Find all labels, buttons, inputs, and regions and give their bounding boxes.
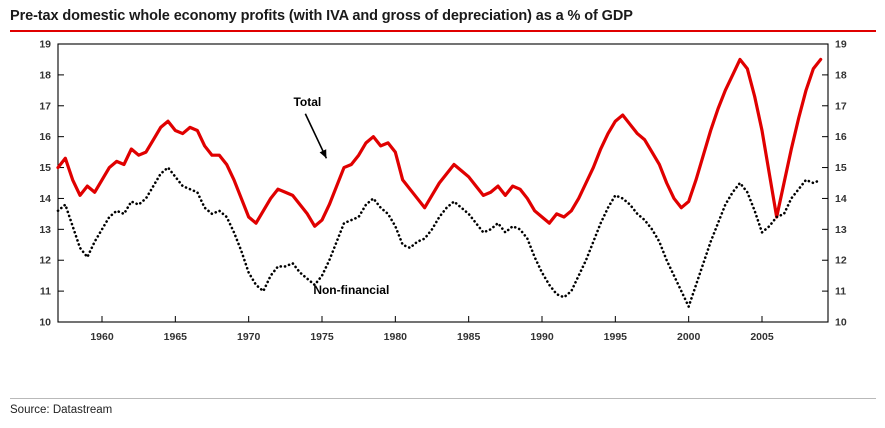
svg-text:16: 16 — [39, 131, 51, 144]
svg-text:11: 11 — [835, 285, 847, 298]
svg-text:1960: 1960 — [90, 331, 114, 343]
profits-line-chart — [10, 38, 876, 378]
svg-text:16: 16 — [835, 131, 847, 144]
page-title: Pre-tax domestic whole economy profits (with IVA and gross of depreciation) as a % of GDP — [10, 8, 633, 24]
svg-text:18: 18 — [39, 69, 51, 82]
svg-text:11: 11 — [39, 285, 51, 298]
svg-text:19: 19 — [39, 38, 51, 51]
svg-text:1980: 1980 — [383, 331, 408, 343]
svg-text:14: 14 — [39, 192, 51, 205]
annotation-nonfinancial: Non-financial — [313, 283, 390, 298]
svg-text:1995: 1995 — [603, 331, 628, 343]
svg-text:15: 15 — [39, 162, 51, 175]
annotation-total: Total — [293, 94, 322, 109]
svg-text:1985: 1985 — [456, 331, 481, 343]
source-note: Source: Datastream — [10, 404, 113, 416]
svg-text:12: 12 — [835, 254, 847, 267]
svg-text:18: 18 — [835, 69, 847, 82]
svg-text:14: 14 — [835, 192, 847, 205]
svg-text:13: 13 — [835, 223, 847, 236]
svg-text:13: 13 — [39, 223, 51, 236]
source-divider — [10, 398, 876, 399]
svg-text:17: 17 — [835, 100, 847, 113]
svg-text:1965: 1965 — [163, 331, 188, 343]
svg-text:12: 12 — [39, 254, 51, 267]
svg-text:17: 17 — [39, 100, 51, 113]
svg-text:1990: 1990 — [530, 331, 554, 343]
title-divider — [10, 30, 876, 32]
svg-text:2005: 2005 — [750, 331, 774, 343]
svg-text:1975: 1975 — [310, 331, 334, 343]
svg-text:19: 19 — [835, 38, 847, 51]
svg-text:10: 10 — [835, 316, 847, 329]
svg-text:15: 15 — [835, 162, 847, 175]
chart-container — [10, 38, 876, 378]
svg-text:10: 10 — [39, 316, 51, 329]
svg-text:2000: 2000 — [676, 331, 701, 343]
svg-text:1970: 1970 — [236, 331, 261, 343]
